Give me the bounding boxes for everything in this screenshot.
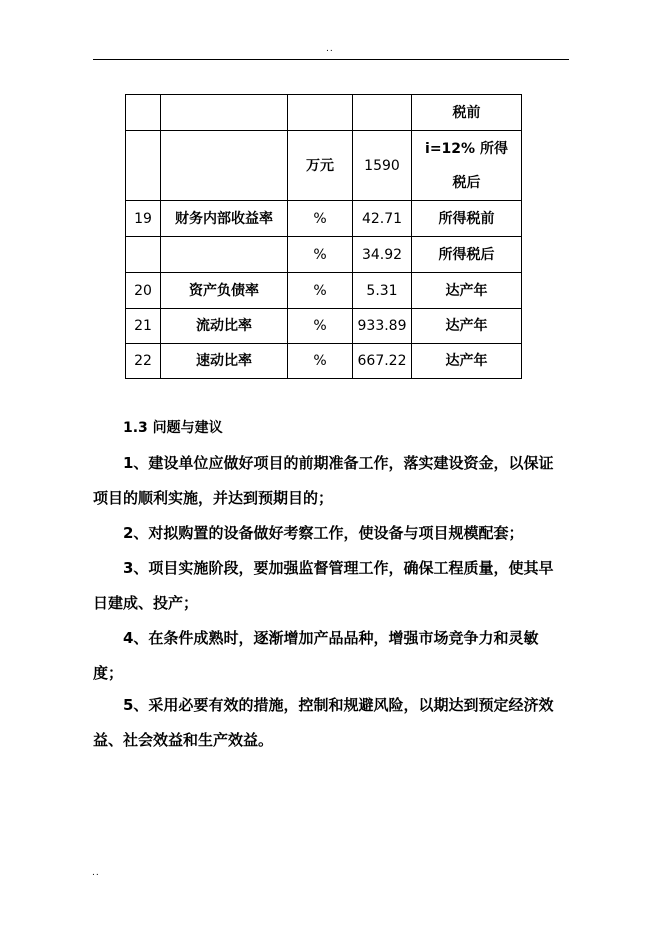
row-name: 速动比率 <box>161 344 288 379</box>
footer-mark: .. <box>92 868 100 878</box>
row-name: 财务内部收益率 <box>161 201 288 237</box>
row-note: 达产年 <box>412 309 522 344</box>
row-unit: % <box>288 309 353 344</box>
table-row <box>126 344 522 379</box>
row-no <box>126 131 161 201</box>
row-name: 流动比率 <box>161 309 288 344</box>
row-unit: % <box>288 237 353 273</box>
row-note: 达产年 <box>412 273 522 309</box>
row-no: 22 <box>126 344 161 379</box>
row-note: 税前 <box>412 95 522 131</box>
row-value: 933.89 <box>353 309 412 344</box>
section-heading: 1.3 问题与建议 <box>123 420 223 436</box>
row-name: 资产负债率 <box>161 273 288 309</box>
row-name <box>161 95 288 131</box>
paragraph-1: 1、建设单位应做好项目的前期准备工作，落实建设资金，以保证项目的顺利实施，并达到预期目的； <box>93 454 554 507</box>
row-value <box>353 95 412 131</box>
paragraph-5: 5、采用必要有效的措施，控制和规避风险，以期达到预定经济效益、社会效益和生产效益。 <box>93 696 554 749</box>
header-mark: .. <box>326 44 334 54</box>
row-value: 42.71 <box>353 201 412 237</box>
financial-indicators-table <box>125 94 522 379</box>
table-row <box>126 273 522 309</box>
row-value: 1590 <box>353 131 412 201</box>
row-note: 所得税前 <box>412 201 522 237</box>
row-no: 20 <box>126 273 161 309</box>
row-value: 34.92 <box>353 237 412 273</box>
row-name <box>161 237 288 273</box>
row-unit: % <box>288 344 353 379</box>
row-no: 19 <box>126 201 161 237</box>
row-unit: % <box>288 201 353 237</box>
table-row <box>126 201 522 237</box>
row-note-line1: i=12% 所得 <box>425 140 508 157</box>
row-no <box>126 237 161 273</box>
row-value: 5.31 <box>353 273 412 309</box>
paragraph-2: 2、对拟购置的设备做好考察工作，使设备与项目规模配套； <box>123 524 524 542</box>
row-note <box>412 131 522 201</box>
header-rule <box>93 59 569 60</box>
row-unit: 万元 <box>288 131 353 201</box>
row-unit: % <box>288 273 353 309</box>
paragraph-3: 3、项目实施阶段，要加强监督管理工作，确保工程质量，使其早日建成、投产； <box>93 559 554 612</box>
table-row <box>126 131 522 201</box>
row-unit <box>288 95 353 131</box>
row-note: 达产年 <box>412 344 522 379</box>
paragraph-4: 4、在条件成熟时，逐渐增加产品品种，增强市场竞争力和灵敏度； <box>93 629 539 682</box>
table-row <box>126 95 522 131</box>
table-row <box>126 237 522 273</box>
row-name <box>161 131 288 201</box>
row-no <box>126 95 161 131</box>
row-value: 667.22 <box>353 344 412 379</box>
row-no: 21 <box>126 309 161 344</box>
row-note-line2: 税后 <box>452 174 481 191</box>
row-note: 所得税后 <box>412 237 522 273</box>
table-row <box>126 309 522 344</box>
